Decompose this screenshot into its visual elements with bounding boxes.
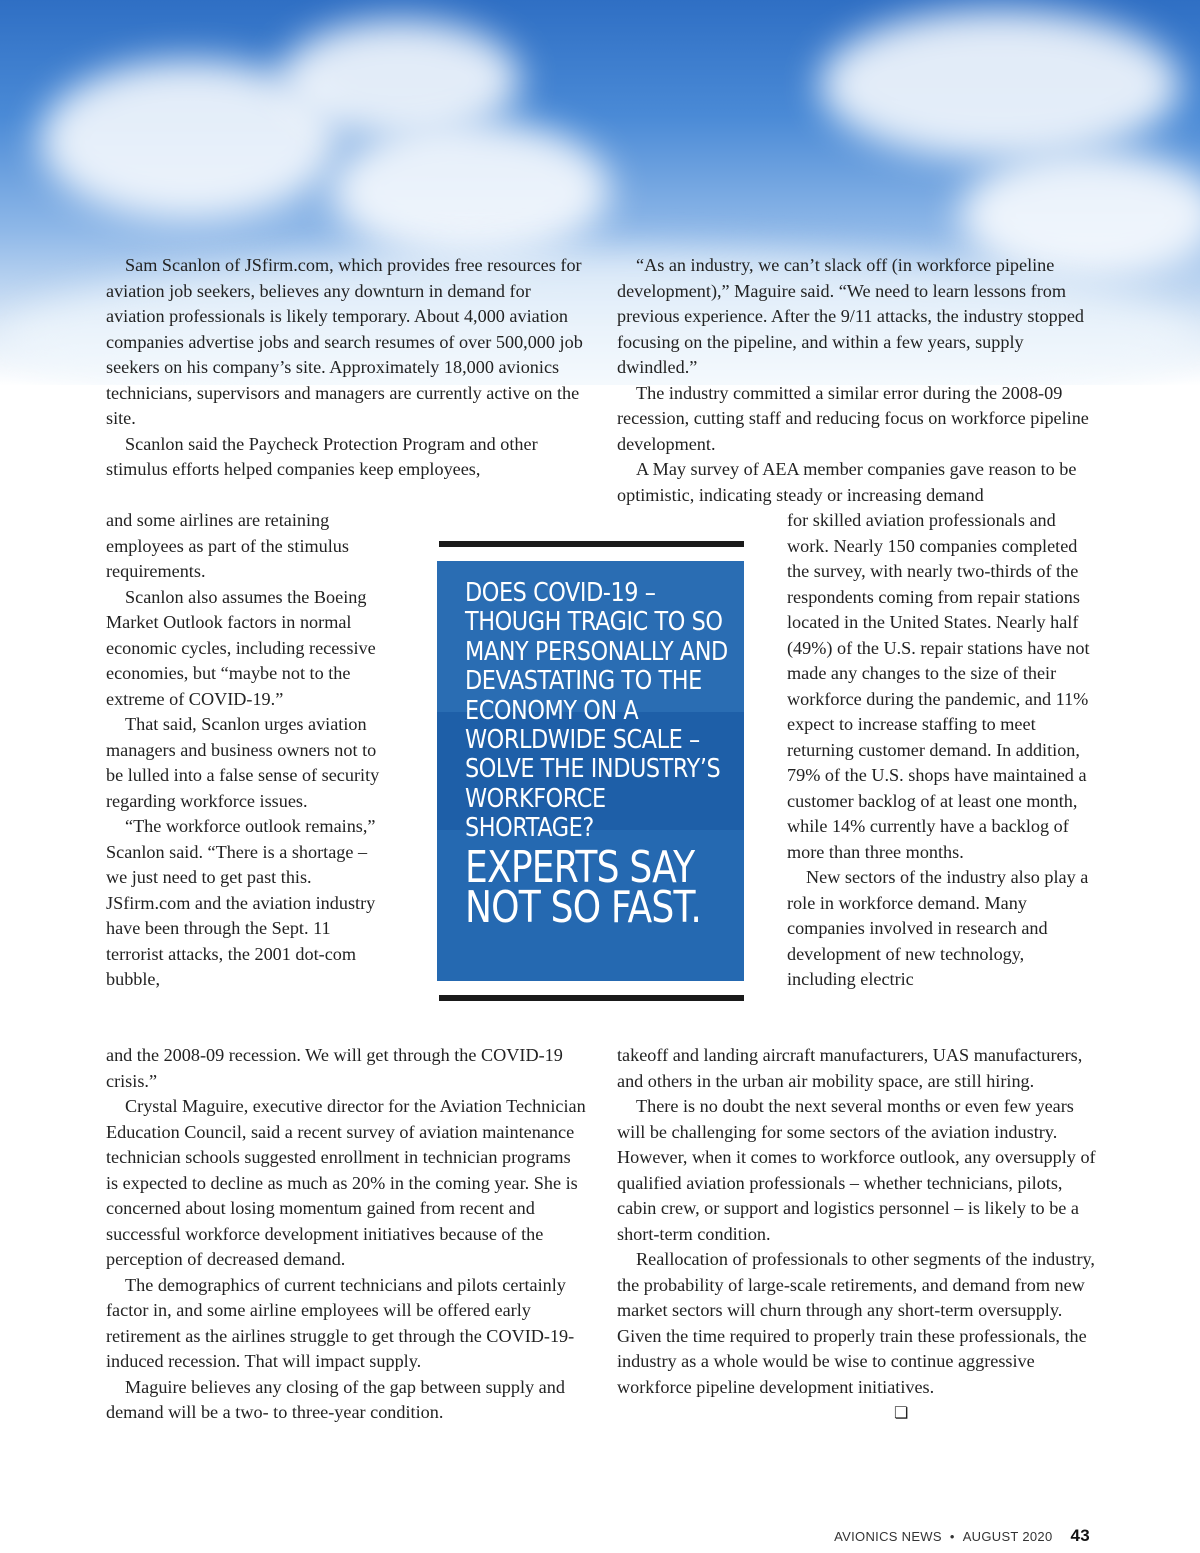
callout-bottom-rule [439,995,744,1001]
right-column-bottom [617,1043,1097,1422]
paragraph: Crystal Maguire, executive director for the Aviation Technician Education Council, said a recent survey of aviation maintenance technician schools suggested enrollment in technician programs is expected to decline as much as 20% in the coming year. She is concerned about losing momentum gained from recent and successful workforce development initiatives because of the perception of decreased demand. [106,1096,586,1269]
left-column-wrap [106,508,388,993]
paragraph: takeoff and landing aircraft manufacturers, UAS manufacturers, and others in the urban air mobility space, are still hiring. [617,1045,1083,1091]
page-number: 43 [1070,1526,1090,1545]
page-footer [834,1526,1090,1546]
paragraph: for skilled aviation professionals and work. Nearly 150 companies completed the survey, with nearly two-thirds of the respondents coming from repair stations located in the United States. Nearly half (49%) of the U.S. repair stations have not made any changes to the size of their workforce during the pandemic, and 11% expect to increase staffing to meet returning customer demand. In addition, 79% of the U.S. shops have maintained a customer backlog of at least one month, while 14% currently have a backlog of more than three months. [787,510,1090,862]
pull-quote-answer: EXPERTS SAY NOT SO FAST. [465,841,702,933]
publication-name: AVIONICS NEWS [834,1529,942,1544]
paragraph: Reallocation of professionals to other segments of the industry, the probability of large-scale retirements, and demand from new market sectors will churn through any short-term oversupply. Given the time required to properly train these professionals, the industry as a whole would be wise to continue aggressive workforce pipeline development initiatives. [617,1249,1095,1397]
paragraph: The demographics of current technicians and pilots certainly factor in, and some airline employees will be offered early retirement as the airlines struggle to get through the COVID-19-induced recession. That will impact supply. [106,1274,575,1371]
paragraph: and some airlines are retaining employees as part of the stimulus requirements. [106,510,349,581]
pull-quote-box [437,561,744,981]
paragraph: “As an industry, we can’t slack off (in workforce pipeline development),” Maguire said. “We need to learn lessons from previous experience. After the 9/11 attacks, the industry stopped focusing on the pipeline, and within a few years, supply dwindled.” [617,255,1085,377]
right-column-top [617,253,1097,508]
left-column-top [106,253,586,483]
paragraph: That said, Scanlon urges aviation managers and business owners not to be lulled into a false sense of security regarding workforce issues. [106,714,380,811]
right-column-wrap [787,508,1092,993]
paragraph: Scanlon also assumes the Boeing Market Outlook factors in normal economic cycles, including recessive economies, but “maybe not to the extreme of COVID-19.” [106,586,376,709]
paragraph: New sectors of the industry also play a role in workforce demand. Many companies involved in research and development of new technology, including electric [787,867,1089,989]
paragraph: Scanlon said the Paycheck Protection Program and other stimulus efforts helped companies keep employees, [106,433,538,479]
pull-quote-question: DOES COVID-19 – THOUGH TRAGIC TO SO MANY PERSONALLY AND DEVASTATING TO THE ECONOMY ON A WORLDWIDE SCALE – SOLVE THE INDUSTRY’S WORKFORCE SHORTAGE? [465,578,728,844]
callout-top-rule [439,541,744,547]
left-column-bottom [106,1043,586,1426]
paragraph: The industry committed a similar error during the 2008-09 recession, cutting staff and reducing focus on workforce pipeline development. [617,382,1089,454]
paragraph: There is no doubt the next several months or even few years will be challenging for some sectors of the aviation industry. However, when it comes to workforce outlook, any oversupply of qualified aviation professionals – whether technicians, pilots, cabin crew, or support and logistics personnel – is likely to be a short-term condition. [617,1096,1096,1244]
paragraph: and the 2008-09 recession. We will get through the COVID-19 crisis.” [106,1045,563,1091]
paragraph: Maguire believes any closing of the gap between supply and demand will be a two- to three-year condition. [106,1376,565,1422]
paragraph: Sam Scanlon of JSfirm.com, which provides free resources for aviation job seekers, believes any downturn in demand for aviation professionals is likely temporary. About 4,000 aviation companies advertise jobs and search resumes of over 500,000 job seekers on his company’s site. Approximately 18,000 avionics technicians, supervisors and managers are currently active on the site. [106,255,583,428]
paragraph: “The workforce outlook remains,” Scanlon said. “There is a shortage – we just need to get past this. JSfirm.com and the aviation industry have been through the Sept. 11 terrorist attacks, the 2001 dot-com bubble, [106,816,376,989]
footer-separator: • [949,1529,955,1544]
paragraph: A May survey of AEA member companies gave reason to be optimistic, indicating steady or increasing demand [617,459,1077,505]
end-mark: ❏ [894,1403,909,1422]
issue-date: AUGUST 2020 [962,1529,1053,1544]
